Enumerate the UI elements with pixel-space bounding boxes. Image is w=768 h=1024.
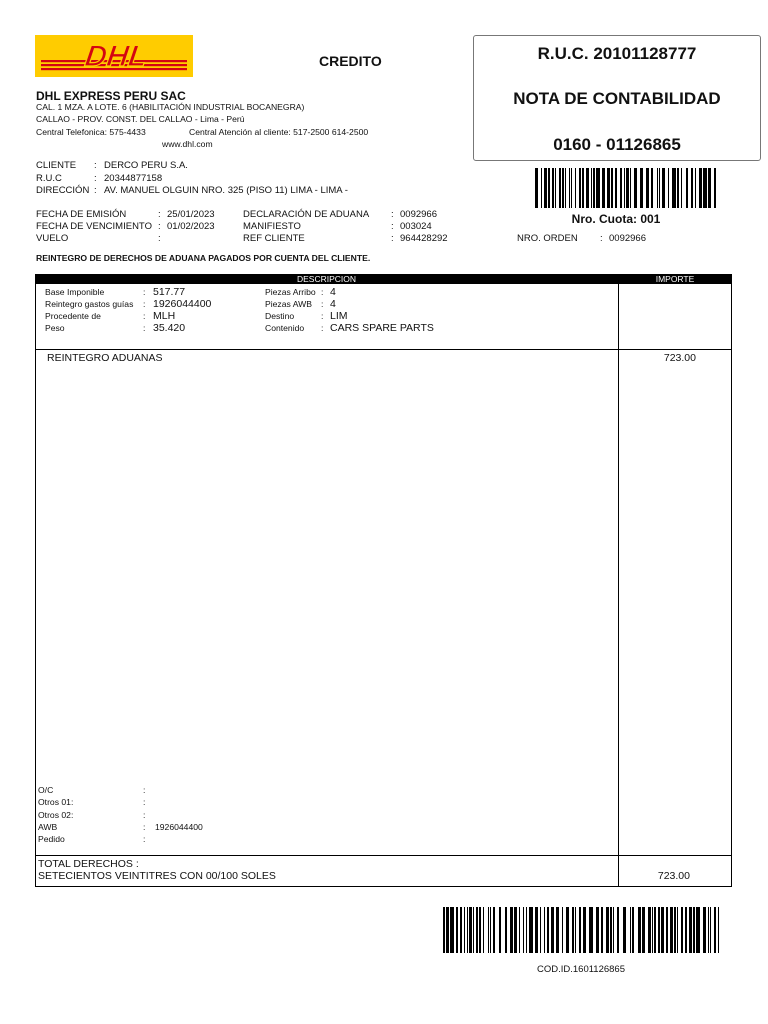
client-ruc-label: R.U.C bbox=[36, 173, 62, 184]
direccion-value: AV. MANUEL OLGUIN NRO. 325 (PISO 11) LIMA - LIMA - bbox=[104, 185, 348, 196]
colon: : bbox=[600, 233, 603, 244]
barcode-bar bbox=[569, 168, 570, 208]
barcode-bar bbox=[672, 168, 676, 208]
colon: : bbox=[143, 810, 146, 820]
barcode-bar bbox=[642, 907, 645, 953]
barcode-bar bbox=[456, 907, 458, 953]
contenido-label: Contenido bbox=[265, 323, 305, 333]
barcode-bar bbox=[634, 168, 637, 208]
declaracion-value: 0092966 bbox=[400, 209, 437, 220]
barcode-bar bbox=[624, 168, 625, 208]
barcode-bar bbox=[579, 168, 581, 208]
barcode-bar bbox=[593, 168, 595, 208]
contenido-value: CARS SPARE PARTS bbox=[330, 322, 434, 334]
peso-label: Peso bbox=[45, 323, 65, 333]
barcode-bar bbox=[638, 907, 641, 953]
barcode-bar bbox=[601, 907, 603, 953]
barcode-bar bbox=[681, 907, 683, 953]
barcode-bar bbox=[548, 168, 550, 208]
barcode-bar bbox=[615, 168, 617, 208]
ruc-box bbox=[473, 35, 761, 161]
barcode-bar bbox=[617, 907, 619, 953]
barcode-bar bbox=[575, 168, 576, 208]
colon: : bbox=[158, 233, 161, 244]
base-imponible-value: 517.77 bbox=[153, 286, 186, 298]
barcode-bar bbox=[566, 907, 569, 953]
direccion-label: DIRECCIÓN bbox=[36, 185, 90, 196]
barcode-bar bbox=[469, 907, 472, 953]
colon: : bbox=[158, 209, 161, 220]
fecha-emision-label: FECHA DE EMISIÓN bbox=[36, 209, 127, 220]
line-item-description: REINTEGRO ADUANAS bbox=[47, 352, 163, 364]
barcode-bar bbox=[708, 168, 711, 208]
nro-cuota: Nro. Cuota: 001 bbox=[571, 212, 661, 226]
manifiesto-label: MANIFIESTO bbox=[243, 221, 301, 232]
barcode-bar bbox=[685, 907, 687, 953]
row-divider bbox=[35, 349, 732, 350]
barcode-bar bbox=[535, 907, 538, 953]
company-name: DHL EXPRESS PERU SAC bbox=[36, 89, 186, 103]
barcode-bar bbox=[443, 907, 445, 953]
procedente-label: Procedente de bbox=[45, 311, 101, 321]
barcode-bar bbox=[613, 907, 614, 953]
barcode-bar bbox=[473, 907, 474, 953]
dhl-logo bbox=[35, 35, 193, 77]
barcode-bar bbox=[591, 168, 592, 208]
table-header bbox=[35, 274, 732, 284]
barcode-bar bbox=[547, 907, 549, 953]
fecha-emision-value: 25/01/2023 bbox=[167, 209, 215, 220]
barcode-bar bbox=[579, 907, 581, 953]
manifiesto-value: 003024 bbox=[400, 221, 432, 232]
barcode-bar bbox=[691, 168, 693, 208]
barcode-top bbox=[535, 168, 716, 208]
barcode-bar bbox=[681, 168, 682, 208]
colon: : bbox=[321, 323, 324, 333]
barcode-bar bbox=[483, 907, 484, 953]
colon: : bbox=[143, 834, 146, 844]
barcode-bar bbox=[446, 907, 449, 953]
colon: : bbox=[94, 185, 97, 196]
total-label: TOTAL DERECHOS : bbox=[38, 858, 139, 870]
barcode-bar bbox=[544, 907, 545, 953]
ruc-number: R.U.C. 20101128777 bbox=[537, 44, 697, 63]
barcode-bar bbox=[714, 907, 716, 953]
barcode-bar bbox=[710, 907, 711, 953]
barcode-bar bbox=[610, 907, 612, 953]
barcode-bar bbox=[657, 168, 658, 208]
barcode-bar bbox=[648, 907, 651, 953]
declaracion-label: DECLARACIÓN DE ADUANA bbox=[243, 209, 370, 220]
company-website: www.dhl.com bbox=[162, 139, 213, 149]
barcode-bar bbox=[677, 907, 678, 953]
column-divider bbox=[618, 274, 619, 887]
barcode-bar bbox=[479, 907, 481, 953]
barcode-bar bbox=[658, 907, 660, 953]
reintegro-gastos-value: 1926044400 bbox=[153, 298, 212, 310]
barcode-bar bbox=[670, 907, 673, 953]
barcode-bar bbox=[703, 907, 706, 953]
column-amount: IMPORTE bbox=[655, 274, 695, 284]
barcode-bar bbox=[589, 907, 593, 953]
colon: : bbox=[321, 311, 324, 321]
barcode-bar bbox=[544, 168, 547, 208]
barcode-bar bbox=[651, 168, 653, 208]
fecha-vencimiento-label: FECHA DE VENCIMIENTO bbox=[36, 221, 152, 232]
company-phone: Central Telefonica: 575-4433 bbox=[36, 127, 146, 137]
colon: : bbox=[143, 822, 146, 832]
barcode-bar bbox=[718, 907, 719, 953]
colon: : bbox=[391, 221, 394, 232]
barcode-bar bbox=[602, 168, 605, 208]
barcode-bar bbox=[611, 168, 613, 208]
barcode-bar bbox=[551, 907, 554, 953]
cliente-value: DERCO PERU S.A. bbox=[104, 160, 188, 171]
barcode-bar bbox=[666, 907, 668, 953]
barcode-bar bbox=[476, 907, 478, 953]
barcode-bar bbox=[620, 168, 622, 208]
awb-value: 1926044400 bbox=[155, 822, 203, 832]
barcode-bar bbox=[488, 907, 489, 953]
colon: : bbox=[143, 287, 146, 297]
barcode-bar bbox=[596, 168, 600, 208]
barcode-bar bbox=[686, 168, 688, 208]
barcode-bar bbox=[559, 168, 561, 208]
barcode-bar bbox=[464, 907, 465, 953]
barcode-bar bbox=[450, 907, 454, 953]
barcode-bar bbox=[626, 168, 629, 208]
nro-orden-label: NRO. ORDEN bbox=[517, 233, 578, 244]
barcode-bar bbox=[556, 907, 559, 953]
barcode-bar bbox=[695, 168, 696, 208]
barcode-bar bbox=[510, 907, 513, 953]
colon: : bbox=[143, 785, 146, 795]
otros01-label: Otros 01: bbox=[38, 797, 74, 807]
colon: : bbox=[94, 173, 97, 184]
barcode-bar bbox=[646, 168, 649, 208]
total-in-words: SETECIENTOS VEINTITRES CON 00/100 SOLES bbox=[38, 870, 276, 882]
colon: : bbox=[143, 299, 146, 309]
barcode-bar bbox=[607, 168, 610, 208]
colon: : bbox=[143, 323, 146, 333]
barcode-bar bbox=[596, 907, 599, 953]
cliente-label: CLIENTE bbox=[36, 160, 77, 171]
colon: : bbox=[391, 209, 394, 220]
destino-label: Destino bbox=[265, 311, 295, 321]
barcode-bar bbox=[575, 907, 576, 953]
colon: : bbox=[158, 221, 161, 232]
barcode-bar bbox=[606, 907, 609, 953]
otros02-label: Otros 02: bbox=[38, 810, 74, 820]
barcode-bar bbox=[555, 168, 556, 208]
barcode-bar bbox=[562, 168, 564, 208]
piezas-arribo-label: Piezas Arribo bbox=[265, 287, 316, 297]
client-ruc-value: 20344877158 bbox=[104, 173, 163, 184]
vuelo-label: VUELO bbox=[36, 233, 69, 244]
colon: : bbox=[321, 299, 324, 309]
piezas-arribo-value: 4 bbox=[330, 286, 336, 298]
company-attention-phone: Central Atención al cliente: 517-2500 614-2500 bbox=[189, 127, 369, 137]
barcode-bar bbox=[674, 907, 676, 953]
piezas-awb-label: Piezas AWB bbox=[265, 299, 312, 309]
company-address-2: CALLAO - PROV. CONST. DEL CALLAO - Lima - Perú bbox=[36, 114, 245, 124]
pedido-label: Pedido bbox=[38, 834, 65, 844]
barcode-bar bbox=[630, 907, 631, 953]
barcode-bar bbox=[572, 907, 574, 953]
barcode-bar bbox=[632, 907, 634, 953]
colon: : bbox=[321, 287, 324, 297]
barcode-bar bbox=[699, 168, 702, 208]
barcode-bar bbox=[571, 168, 572, 208]
procedente-value: MLH bbox=[153, 310, 176, 322]
barcode-bar bbox=[677, 168, 679, 208]
notice: REINTEGRO DE DERECHOS DE ADUANA PAGADOS POR CUENTA DEL CLIENTE. bbox=[36, 253, 371, 263]
barcode-bottom bbox=[443, 907, 719, 953]
description-table bbox=[35, 274, 732, 887]
ref-cliente-label: REF CLIENTE bbox=[243, 233, 305, 244]
fecha-vencimiento-value: 01/02/2023 bbox=[167, 221, 215, 232]
barcode-bar bbox=[582, 168, 584, 208]
column-description: DESCRIPCION bbox=[296, 274, 357, 284]
barcode-bar bbox=[623, 907, 626, 953]
barcode-bar bbox=[460, 907, 462, 953]
svg-text:DHL: DHL bbox=[82, 40, 150, 73]
barcode-bar bbox=[583, 907, 586, 953]
barcode-bar bbox=[652, 907, 653, 953]
barcode-bar bbox=[659, 168, 660, 208]
line-item-amount: 723.00 bbox=[663, 352, 696, 364]
oc-label: O/C bbox=[38, 785, 54, 795]
barcode-bar bbox=[523, 907, 524, 953]
ref-cliente-value: 964428292 bbox=[400, 233, 448, 244]
awb-label: AWB bbox=[38, 822, 58, 832]
piezas-awb-value: 4 bbox=[330, 298, 336, 310]
barcode-bar bbox=[693, 907, 695, 953]
barcode-bar bbox=[505, 907, 507, 953]
colon: : bbox=[143, 797, 146, 807]
barcode-bar bbox=[562, 907, 563, 953]
barcode-bar bbox=[703, 168, 707, 208]
barcode-bar bbox=[586, 168, 589, 208]
document-type: NOTA DE CONTABILIDAD bbox=[513, 89, 721, 108]
document-number: 0160 - 01126865 bbox=[553, 135, 681, 154]
destino-value: LIM bbox=[330, 310, 348, 322]
total-amount: 723.00 bbox=[657, 870, 690, 882]
company-address-1: CAL. 1 MZA. A LOTE. 6 (HABILITACIÓN INDUSTRIAL BOCANEGRA) bbox=[36, 102, 305, 112]
barcode-bar bbox=[526, 907, 527, 953]
barcode-bar bbox=[490, 907, 491, 953]
barcode-bar bbox=[662, 168, 665, 208]
colon: : bbox=[143, 311, 146, 321]
barcode-bar bbox=[708, 907, 709, 953]
barcode-bar bbox=[630, 168, 631, 208]
document-label: CREDITO bbox=[319, 53, 382, 69]
barcode-bar bbox=[493, 907, 495, 953]
barcode-bar bbox=[552, 168, 554, 208]
barcode-bar bbox=[535, 168, 538, 208]
reintegro-gastos-label: Reintegro gastos guías bbox=[45, 299, 134, 309]
colon: : bbox=[94, 160, 97, 171]
barcode-bar bbox=[668, 168, 669, 208]
barcode-bar bbox=[696, 907, 700, 953]
base-imponible-label: Base Imponible bbox=[45, 287, 105, 297]
barcode-bar bbox=[541, 168, 542, 208]
cod-id: COD.ID.1601126865 bbox=[536, 964, 626, 975]
nro-orden-value: 0092966 bbox=[609, 233, 646, 244]
barcode-bar bbox=[661, 907, 664, 953]
barcode-bar bbox=[499, 907, 501, 953]
barcode-bar bbox=[654, 907, 656, 953]
barcode-bar bbox=[689, 907, 692, 953]
barcode-bar bbox=[714, 168, 716, 208]
barcode-bar bbox=[467, 907, 468, 953]
barcode-bar bbox=[565, 168, 566, 208]
barcode-bar bbox=[640, 168, 643, 208]
colon: : bbox=[391, 233, 394, 244]
barcode-bar bbox=[529, 907, 533, 953]
barcode-bar bbox=[514, 907, 517, 953]
row-divider bbox=[35, 855, 732, 856]
barcode-bar bbox=[540, 907, 541, 953]
peso-value: 35.420 bbox=[153, 322, 186, 334]
barcode-bar bbox=[519, 907, 520, 953]
